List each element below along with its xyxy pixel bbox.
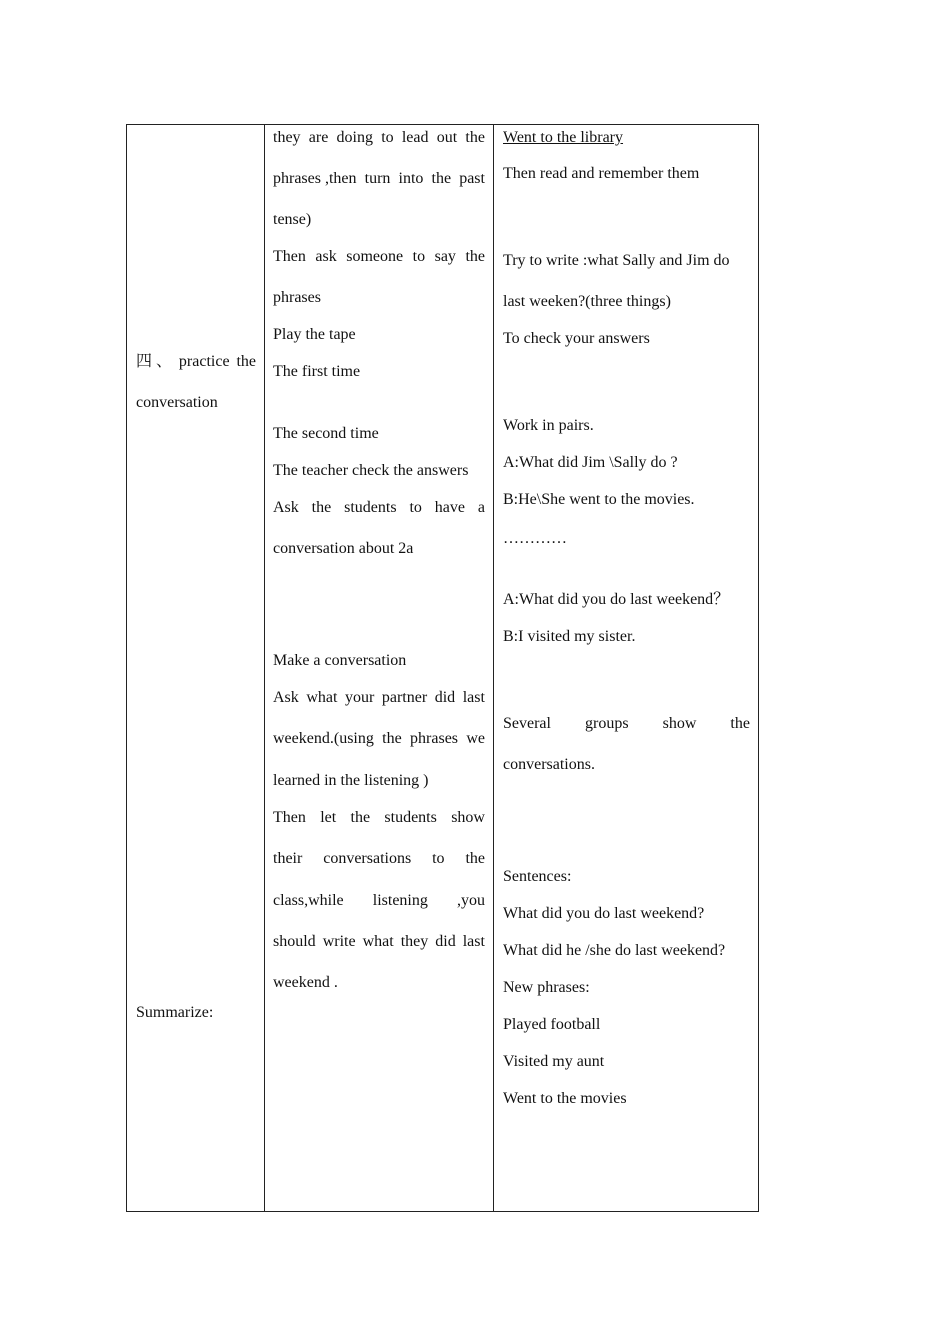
student-line: last weeken?(three things) bbox=[503, 293, 671, 310]
word: Ask bbox=[273, 499, 299, 516]
teacher-line: The first time bbox=[273, 363, 361, 380]
student-line: A:What did you do last weekend？ bbox=[503, 591, 730, 608]
teacher-line bbox=[273, 891, 485, 911]
student-line: What did you do last weekend? bbox=[503, 905, 705, 922]
word: practice bbox=[178, 353, 230, 370]
word: the bbox=[431, 170, 452, 187]
word: listening bbox=[372, 892, 428, 909]
word: the bbox=[465, 248, 485, 265]
word: students bbox=[384, 809, 437, 826]
teacher-line bbox=[273, 688, 485, 708]
word: to bbox=[412, 248, 426, 265]
word: to bbox=[381, 129, 394, 146]
teacher-line: conversation about 2a bbox=[273, 540, 414, 557]
word: the bbox=[350, 809, 371, 826]
word: Several bbox=[503, 715, 551, 732]
stage-number: 四 、 bbox=[136, 353, 173, 370]
stage-title-line-1 bbox=[136, 352, 256, 372]
word: into bbox=[398, 170, 424, 187]
student-line: Sentences: bbox=[503, 868, 572, 885]
teacher-line bbox=[273, 128, 485, 148]
student-line: To check your answers bbox=[503, 330, 650, 347]
teacher-line bbox=[273, 498, 485, 518]
stage-title-line-2: conversation bbox=[136, 394, 218, 411]
student-line: B:I visited my sister. bbox=[503, 628, 636, 645]
word: the bbox=[382, 730, 402, 747]
student-line: Went to the library bbox=[503, 129, 624, 146]
word: a bbox=[477, 499, 485, 516]
word: are bbox=[308, 129, 329, 146]
student-line: A:What did Jim \Sally do ? bbox=[503, 454, 678, 471]
word: say bbox=[434, 248, 456, 265]
word: show bbox=[451, 809, 485, 826]
word: someone bbox=[346, 248, 404, 265]
teacher-line: phrases bbox=[273, 289, 321, 306]
teacher-line: The teacher check the answers bbox=[273, 462, 469, 479]
word: Then bbox=[273, 809, 306, 826]
word: last bbox=[462, 689, 485, 706]
word: the bbox=[236, 353, 256, 370]
word: they bbox=[400, 933, 429, 950]
word: did bbox=[435, 933, 456, 950]
word: did bbox=[434, 689, 456, 706]
student-line: B:He\She went to the movies. bbox=[503, 491, 695, 508]
teacher-line: The second time bbox=[273, 425, 379, 442]
word: phrases ,then bbox=[273, 170, 357, 187]
word: show bbox=[662, 715, 697, 732]
word: last bbox=[462, 933, 485, 950]
word: write bbox=[322, 933, 356, 950]
student-line: Went to the movies bbox=[503, 1090, 627, 1107]
student-line: New phrases: bbox=[503, 979, 590, 996]
word: the bbox=[730, 715, 750, 732]
teacher-line: Make a conversation bbox=[273, 652, 407, 669]
word: the bbox=[465, 850, 485, 867]
word: their bbox=[273, 850, 303, 867]
word: ,you bbox=[456, 892, 485, 909]
word: what bbox=[362, 933, 394, 950]
word: partner bbox=[381, 689, 428, 706]
word: should bbox=[273, 933, 316, 950]
word: your bbox=[344, 689, 375, 706]
word: out bbox=[436, 129, 458, 146]
word: the bbox=[311, 499, 332, 516]
student-line: What did he /she do last weekend? bbox=[503, 942, 726, 959]
student-line: conversations. bbox=[503, 756, 595, 773]
teacher-line: Play the tape bbox=[273, 326, 356, 343]
word: to bbox=[432, 850, 445, 867]
word: doing bbox=[336, 129, 373, 146]
summarize-label: Summarize: bbox=[136, 1004, 214, 1021]
word: let bbox=[320, 809, 337, 826]
word: past bbox=[459, 170, 485, 187]
word: conversations bbox=[323, 850, 412, 867]
word: students bbox=[344, 499, 397, 516]
word: lead bbox=[401, 129, 429, 146]
student-line: Then read and remember them bbox=[503, 165, 700, 182]
word: the bbox=[465, 129, 485, 146]
column-divider-1 bbox=[264, 125, 265, 1211]
word: to bbox=[409, 499, 422, 516]
teacher-line bbox=[273, 729, 485, 749]
teacher-line bbox=[273, 808, 485, 828]
word: we bbox=[466, 730, 485, 747]
word: turn bbox=[364, 170, 391, 187]
teacher-line bbox=[273, 169, 485, 189]
teacher-line: learned in the listening ) bbox=[273, 772, 429, 789]
column-divider-2 bbox=[493, 125, 494, 1211]
word: class,while bbox=[273, 892, 344, 909]
teacher-line: weekend . bbox=[273, 974, 338, 991]
student-line: Try to write :what Sally and Jim do bbox=[503, 252, 730, 269]
word: groups bbox=[585, 715, 629, 732]
teacher-line bbox=[273, 849, 485, 869]
word: what bbox=[306, 689, 338, 706]
word: they bbox=[273, 129, 301, 146]
teacher-line bbox=[273, 932, 485, 952]
word: weekend.(using bbox=[273, 730, 374, 747]
teacher-line bbox=[273, 247, 485, 267]
word: ask bbox=[315, 248, 337, 265]
lesson-plan-table bbox=[126, 124, 759, 1212]
word: have bbox=[434, 499, 465, 516]
student-line: ………… bbox=[503, 530, 567, 547]
word: Ask bbox=[273, 689, 299, 706]
student-line: Visited my aunt bbox=[503, 1053, 605, 1070]
word: phrases bbox=[410, 730, 459, 747]
teacher-line: tense) bbox=[273, 211, 312, 228]
word: Then bbox=[273, 248, 306, 265]
student-line: Played football bbox=[503, 1016, 601, 1033]
student-line bbox=[503, 714, 750, 734]
student-line: Work in pairs. bbox=[503, 417, 594, 434]
